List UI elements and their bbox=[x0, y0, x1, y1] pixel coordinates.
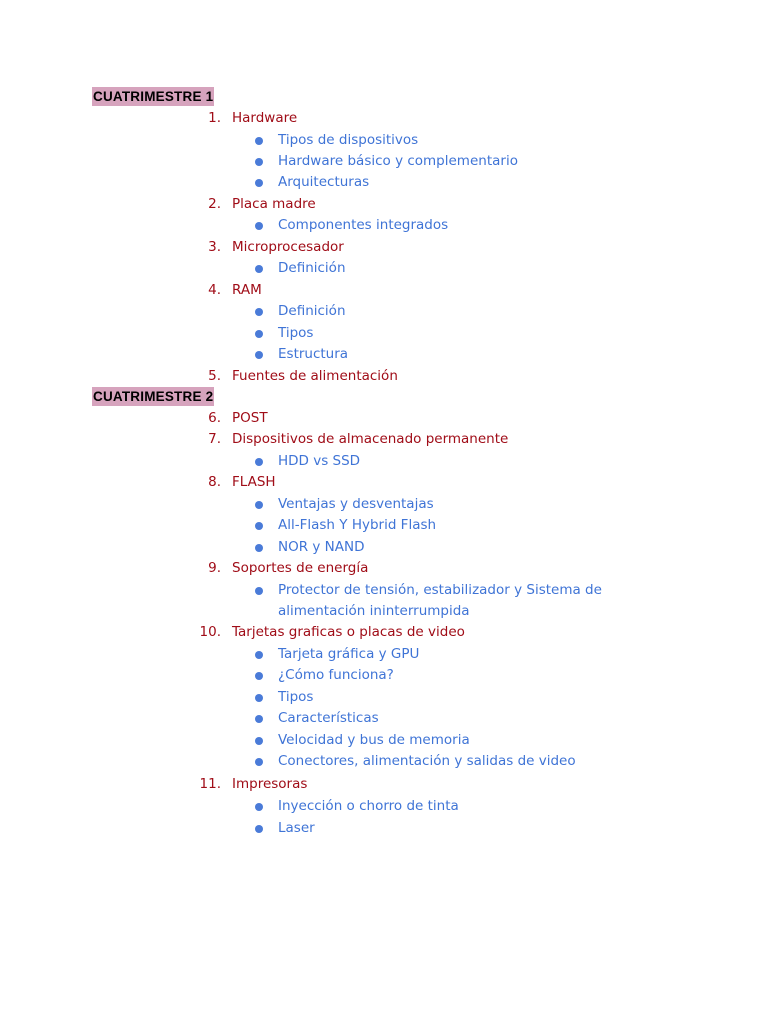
item-number: 5. bbox=[208, 368, 221, 384]
topic-hardware: Hardware bbox=[232, 110, 298, 126]
subtopic: NOR y NAND bbox=[278, 539, 365, 555]
bullet-icon bbox=[255, 265, 263, 273]
bullet-icon bbox=[255, 758, 263, 766]
item-number: 6. bbox=[208, 410, 221, 426]
item-number: 11. bbox=[199, 776, 221, 792]
topic-ram: RAM bbox=[232, 282, 262, 298]
bullet-icon bbox=[255, 222, 263, 230]
subtopic: Conectores, alimentación y salidas de video bbox=[278, 753, 576, 769]
subtopic: Tipos bbox=[278, 325, 314, 341]
bullet-icon bbox=[255, 672, 263, 680]
topic-post: POST bbox=[232, 410, 268, 426]
subtopic: Tarjeta gráfica y GPU bbox=[278, 646, 420, 662]
topic-placa-madre: Placa madre bbox=[232, 196, 316, 212]
topic-flash: FLASH bbox=[232, 474, 276, 490]
subtopic: ¿Cómo funciona? bbox=[278, 667, 394, 683]
subtopic: HDD vs SSD bbox=[278, 453, 361, 469]
topic-fuentes-de-alimentacion: Fuentes de alimentación bbox=[232, 368, 398, 384]
subtopic: Estructura bbox=[278, 346, 349, 362]
bullet-icon bbox=[255, 737, 263, 745]
bullet-icon bbox=[255, 803, 263, 811]
subtopic: Definición bbox=[278, 303, 346, 319]
subtopic: Laser bbox=[278, 820, 315, 836]
bullet-icon bbox=[255, 825, 263, 833]
bullet-icon bbox=[255, 330, 263, 338]
bullet-icon bbox=[255, 694, 263, 702]
bullet-icon bbox=[255, 501, 263, 509]
subtopic: Tipos bbox=[278, 689, 314, 705]
bullet-icon bbox=[255, 715, 263, 723]
subtopic: Hardware básico y complementario bbox=[278, 153, 518, 169]
bullet-icon bbox=[255, 458, 263, 466]
item-number: 2. bbox=[208, 196, 221, 212]
subtopic: All-Flash Y Hybrid Flash bbox=[278, 517, 437, 533]
item-number: 3. bbox=[208, 239, 221, 255]
subtopic: Velocidad y bus de memoria bbox=[278, 732, 470, 748]
bullet-icon bbox=[255, 351, 263, 359]
subtopic: Definición bbox=[278, 260, 346, 276]
section-heading-cuatrimestre-2: CUATRIMESTRE 2 bbox=[93, 389, 214, 404]
topic-soportes-de-energia: Soportes de energía bbox=[232, 560, 369, 576]
item-number: 4. bbox=[208, 282, 221, 298]
bullet-icon bbox=[255, 522, 263, 530]
bullet-icon bbox=[255, 587, 263, 595]
subtopic: Protector de tensión, estabilizador y Sistema de bbox=[278, 582, 602, 598]
topic-impresoras: Impresoras bbox=[232, 776, 308, 792]
bullet-icon bbox=[255, 651, 263, 659]
bullet-icon bbox=[255, 137, 263, 145]
item-number: 7. bbox=[208, 431, 221, 447]
subtopic: Tipos de dispositivos bbox=[278, 132, 419, 148]
subtopic: Componentes integrados bbox=[278, 217, 449, 233]
bullet-icon bbox=[255, 308, 263, 316]
subtopic: Ventajas y desventajas bbox=[278, 496, 434, 512]
subtopic: Inyección o chorro de tinta bbox=[278, 798, 459, 814]
subtopic: Arquitecturas bbox=[278, 174, 370, 190]
bullet-icon bbox=[255, 544, 263, 552]
subtopic: Características bbox=[278, 710, 379, 726]
topic-tarjetas-graficas: Tarjetas graficas o placas de video bbox=[232, 624, 465, 640]
topic-microprocesador: Microprocesador bbox=[232, 239, 344, 255]
topic-dispositivos-almacenado: Dispositivos de almacenado permanente bbox=[232, 431, 509, 447]
item-number: 1. bbox=[208, 110, 221, 126]
bullet-icon bbox=[255, 158, 263, 166]
section-heading-cuatrimestre-1: CUATRIMESTRE 1 bbox=[93, 89, 214, 104]
item-number: 8. bbox=[208, 474, 221, 490]
subtopic-continuation: alimentación ininterrumpida bbox=[278, 603, 470, 619]
item-number: 9. bbox=[208, 560, 221, 576]
bullet-icon bbox=[255, 179, 263, 187]
item-number: 10. bbox=[199, 624, 221, 640]
